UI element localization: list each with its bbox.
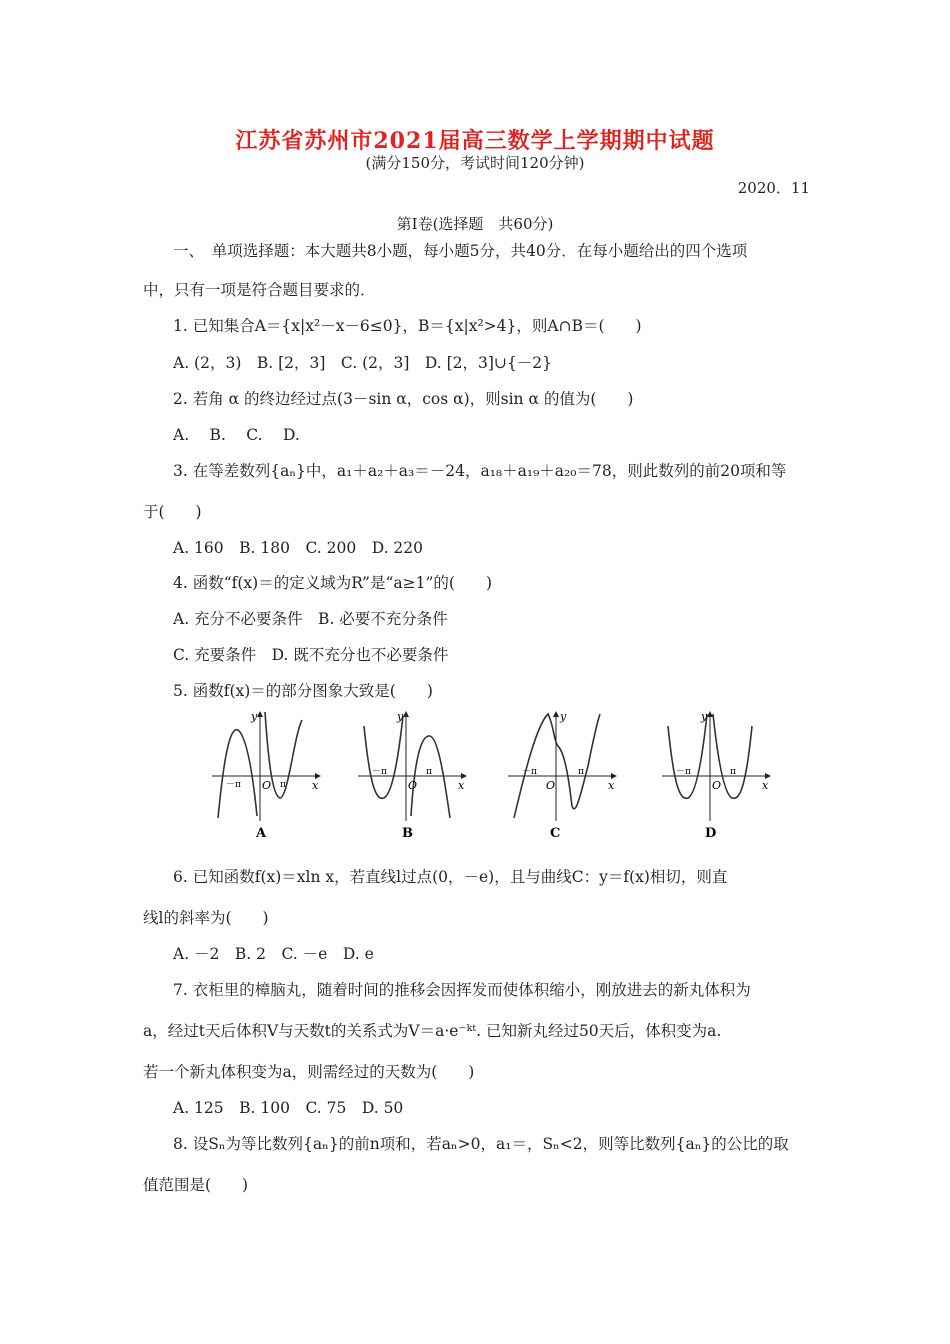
graph-c-curve	[514, 714, 600, 818]
q3-options: A. 160 B. 180 C. 200 D. 220	[173, 539, 424, 557]
exam-info: (满分150分，考试时间120分钟)	[365, 154, 585, 172]
graph-c-tick-pos: π	[578, 767, 584, 777]
graph-b-label: B	[402, 826, 413, 841]
q3-stem-line-2: 于( )	[143, 503, 202, 521]
q3-stem-line-1: 3. 在等差数列{aₙ}中，a₁＋a₂＋a₃＝－24，a₁₈＋a₁₉＋a₂₀＝78，则此数列的前20项和等	[173, 462, 787, 480]
graph-b-y-label: y	[397, 710, 404, 723]
q6-options: A. －2 B. 2 C. －e D. e	[173, 945, 374, 963]
graph-b-origin: O	[408, 779, 418, 792]
graph-a-origin: O	[262, 779, 272, 792]
graph-d-x-label: x	[762, 779, 769, 792]
graph-c-x-label: x	[608, 779, 615, 792]
graph-c-label: C	[550, 826, 561, 841]
page-title: 江苏省苏州市2021届高三数学上学期期中试题	[235, 128, 715, 154]
graph-b-tick-pos: π	[426, 767, 432, 777]
graph-b	[358, 710, 466, 841]
graph-a-y-label: y	[251, 710, 258, 723]
q2-options: A. B. C. D.	[173, 426, 300, 444]
graph-d-label: D	[705, 826, 717, 841]
graph-a-x-label: x	[312, 779, 319, 792]
q1-stem: 1. 已知集合A＝{x|x²－x－6≤0}，B＝{x|x²>4}，则A∩B＝( )	[173, 317, 642, 335]
graph-a-tick-pos: π	[280, 780, 286, 790]
q1-options: A. (2，3) B. [2，3] C. (2，3] D. [2，3]∪{－2}	[173, 354, 553, 372]
q5-stem: 5. 函数f(x)＝的部分图象大致是( )	[173, 682, 433, 700]
q4-stem: 4. 函数“f(x)＝的定义域为R”是“a≥1”的( )	[173, 574, 492, 592]
graph-c	[508, 710, 616, 841]
q5-graph-figure	[200, 706, 800, 846]
q7-stem-line-2: a，经过t天后体积V与天数t的关系式为V＝a·e⁻ᵏᵗ. 已知新丸经过50天后，体积变为a.	[143, 1022, 722, 1040]
section-heading: 第Ⅰ卷(选择题 共60分)	[396, 215, 554, 233]
graph-c-origin: O	[546, 779, 556, 792]
q4-options-cd: C. 充要条件 D. 既不充分也不必要条件	[173, 646, 449, 664]
q4-options-ab: A. 充分不必要条件 B. 必要不充分条件	[173, 610, 448, 628]
q2-stem: 2. 若角 α 的终边经过点(3－sin α，cos α)，则sin α 的值为( )	[173, 390, 634, 408]
graph-b-tick-neg: －π	[372, 767, 387, 777]
graph-d-tick-neg: －π	[676, 767, 691, 777]
graph-d	[662, 710, 770, 841]
q8-stem-line-1: 8. 设Sₙ为等比数列{aₙ}的前n项和，若aₙ>0，a₁＝，Sₙ<2，则等比数列{aₙ}的公比的取	[173, 1135, 789, 1153]
q7-options: A. 125 B. 100 C. 75 D. 50	[173, 1099, 404, 1117]
graph-a	[212, 710, 320, 841]
graph-c-y-label: y	[560, 710, 567, 723]
graph-d-origin: O	[712, 779, 722, 792]
q7-stem-line-3: 若一个新丸体积变为a，则需经过的天数为( )	[143, 1063, 475, 1081]
q6-stem-line-2: 线l的斜率为( )	[143, 909, 269, 927]
graph-c-tick-neg: －π	[522, 767, 537, 777]
graph-d-tick-pos: π	[730, 767, 736, 777]
section-intro-line-1: 一、 单项选择题：本大题共8小题，每小题5分，共40分．在每小题给出的四个选项	[173, 242, 748, 260]
q6-stem-line-1: 6. 已知函数f(x)＝xln x，若直线l过点(0，－e)，且与曲线C：y＝f(x)相切，则直	[173, 868, 728, 886]
graph-b-x-label: x	[458, 779, 465, 792]
exam-date: 2020．11	[737, 179, 810, 197]
section-intro-line-2: 中，只有一项是符合题目要求的．	[143, 281, 376, 299]
q7-stem-line-1: 7. 衣柜里的樟脑丸，随着时间的推移会因挥发而使体积缩小，刚放进去的新丸体积为	[173, 981, 751, 999]
graph-d-y-label: y	[701, 710, 708, 723]
graph-a-label: A	[256, 826, 267, 841]
graph-a-tick-neg: －π	[226, 780, 241, 790]
q8-stem-line-2: 值范围是( )	[143, 1176, 249, 1194]
